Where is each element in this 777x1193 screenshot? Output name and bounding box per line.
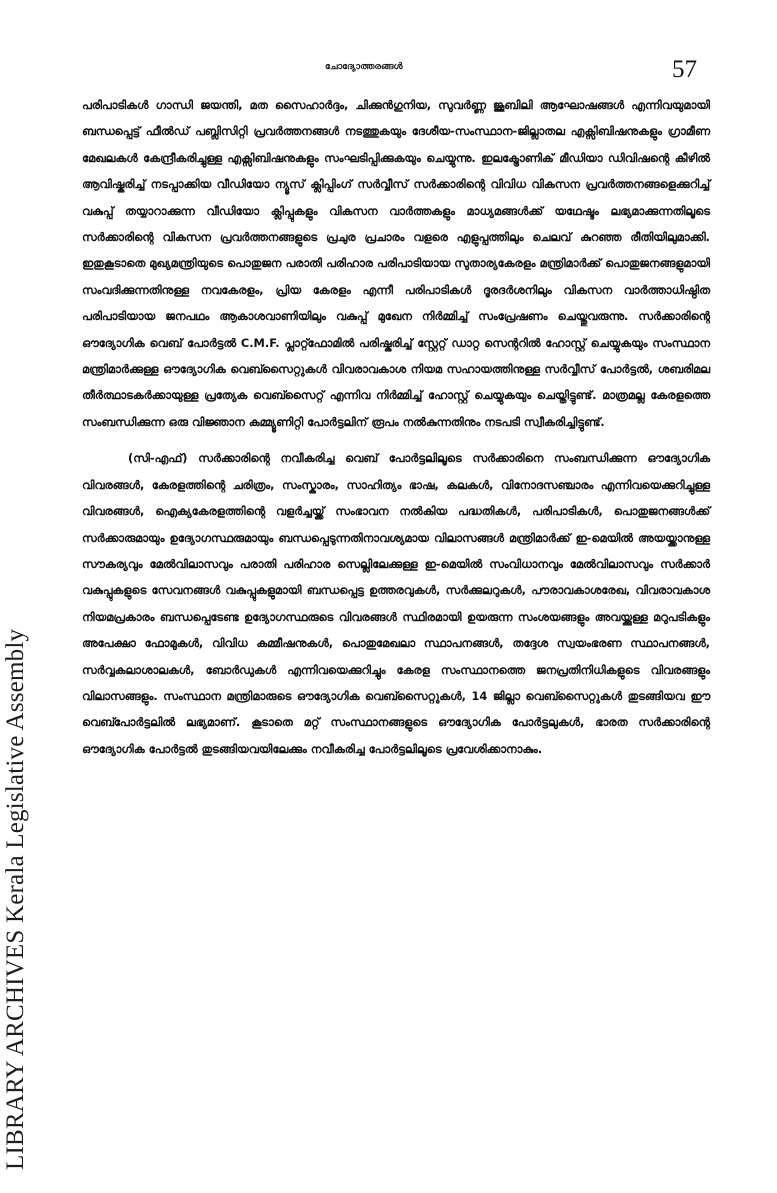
page-number: 57 (672, 56, 697, 83)
body-text (82, 92, 710, 762)
running-header: ചോദ്യോത്തരങ്ങൾ (325, 62, 403, 72)
library-archives-watermark: LIBRARY ARCHIVES Kerala Legislative Assembly (2, 628, 29, 1170)
paragraph-1: പരിപാടികൾ ഗാന്ധി ജയന്തി, മത സൈഹാർദ്ദം, ചിക്കുൻഗുനിയ, സുവർണ്ണ ജൂബിലി ആഘോഷങ്ങൾ എന്നിവയുമായി ബന്ധപ്പെട്ട് ഫീൽഡ് പബ്ലിസിറ്റി പ്രവർത്തനങ്ങൾ നടത്തുകയും ദേശീയ-സംസ്ഥാന-ജില്ലാതല എക്സിബിഷനുകളും ഗ്രാമീണ മേഖലകൾ കേന്ദ്രീകരിച്ചുള്ള എക്സിബിഷനുകളും സംഘടിപ്പിക്കുകയും ചെയ്യുന്നു. ഇലക്ട്രോണിക് മീഡിയാ ഡിവിഷന്റെ കീഴിൽ ആവിഷ്കരിച്ച് നടപ്പാക്കിയ വീഡിയോ ന്യൂസ് ക്ലിപ്പിംഗ് സർവ്വീസ് സർക്കാരിന്റെ വിവിധ വികസന പ്രവർത്തനങ്ങളെക്കുറിച്ച് വകുപ്പ് തയ്യാറാക്കുന്ന വീഡിയോ ക്ലിപ്പുകളും വികസന വാർത്തകളും മാധ്യമങ്ങൾക്ക് യഥേഷ്ടം ലഭ്യമാക്കുന്നതിലൂടെ സർക്കാരിന്റെ വികസന പ്രവർത്തനങ്ങളുടെ പ്രചുര പ്രചാരം വളരെ എളുപ്പത്തിലും ചെലവ് കുറഞ്ഞ രീതിയിലുമാക്കി. ഇതുകൂടാതെ മുഖ്യമന്ത്രിയുടെ പൊതുജന പരാതി പരിഹാര പരിപാടിയായ സുതാര്യകേരളം മന്ത്രിമാർക്ക് പൊതുജനങ്ങളുമായി സംവദിക്കുന്നതിനുള്ള നവകേരളം, പ്രിയ കേരളം എന്നീ പരിപാടികൾ ദൂരദർശനിലും വികസന വാർത്താധിഷ്ഠിത പരിപാടിയായ ജനപഥം ആകാശവാണിയിലും വകുപ്പ് മുഖേന നിർമ്മിച്ച് സംപ്രേഷണം ചെയ്തുവരുന്നു. സർക്കാരിന്റെ ഔദ്യോഗിക വെബ് പോർട്ടൽ C.M.F. പ്ലാറ്റ്ഫോമിൽ പരിഷ്കരിച്ച് സ്റ്റേറ്റ് ഡാറ്റ സെന്ററിൽ ഹോസ്റ്റ് ചെയ്യുകയും സംസ്ഥാന മന്ത്രിമാർക്കുള്ള ഔദ്യോഗിക വെബ്സൈറ്റുകൾ വിവരാവകാശ നിയമ സഹായത്തിനുള്ള സർവ്വീസ് പോർട്ടൽ, ശബരിമല തീർത്ഥാടകർക്കായുള്ള പ്രത്യേക വെബ്സൈറ്റ് എന്നിവ നിർമ്മിച്ച് ഹോസ്റ്റ് ചെയ്യുകയും ചെയ്തിട്ടുണ്ട്. മാത്രമല്ല കേരളത്തെ സംബന്ധിക്കുന്ന ഒരു വിജ്ഞാന കമ്മ്യൂണിറ്റി പോർട്ടലിന് രൂപം നൽകുന്നതിനും നടപടി സ്വീകരിച്ചിട്ടുണ്ട്. (82, 98, 710, 429)
paragraph-2: (സി-എഫ്) സർക്കാരിന്റെ നവീകരിച്ച വെബ് പോർട്ടലിലൂടെ സർക്കാരിനെ സംബന്ധിക്കുന്ന ഔദ്യോഗിക വിവരങ്ങൾ, കേരളത്തിന്റെ ചരിത്രം, സംസ്കാരം, സാഹിത്യം ഭാഷ, കലകൾ, വിനോദസഞ്ചാരം എന്നിവയെക്കുറിച്ചുള്ള വിവരങ്ങൾ, ഐക്യകേരളത്തിന്റെ വളർച്ചയ്ക്ക് സംഭാവന നൽകിയ പദ്ധതികൾ, പരിപാടികൾ, പൊതുജനങ്ങൾക്ക് സർക്കാരുമായും ഉദ്യോഗസ്ഥരുമായും ബന്ധപ്പെടുന്നതിനാവശ്യമായ വിലാസങ്ങൾ മന്ത്രിമാർക്ക് ഇ-മെയിൽ അയയ്ക്കാനുള്ള സൗകര്യവും മേൽവിലാസവും പരാതി പരിഹാര സെല്ലിലേക്കുള്ള ഇ-മെയിൽ സംവിധാനവും മേൽവിലാസവും സർക്കാർ വകുപ്പുകളുടെ സേവനങ്ങൾ വകുപ്പുകളുമായി ബന്ധപ്പെട്ട ഉത്തരവുകൾ, സർക്കുലറുകൾ, പൗരാവകാശരേഖ, വിവരാവകാശ നിയമപ്രകാരം ബന്ധപ്പെടേണ്ട ഉദ്യോഗസ്ഥരുടെ വിവരങ്ങൾ സ്ഥിരമായി ഉയരുന്ന സംശയങ്ങളും അവയ്ക്കുള്ള മറുപടികളും അപേക്ഷാ ഫോമുകൾ, വിവിധ കമ്മീഷനുകൾ, പൊതുമേഖലാ സ്ഥാപനങ്ങൾ, തദ്ദേശ സ്വയംഭരണ സ്ഥാപനങ്ങൾ, സർവ്വകലാശാലകൾ, ബോർഡുകൾ എന്നിവയെക്കുറിച്ചും കേരള സംസ്ഥാനത്തെ ജനപ്രതിനിധികളുടെ വിവരങ്ങളും വിലാസങ്ങളും. സംസ്ഥാന മന്ത്രിമാരുടെ ഔദ്യോഗിക വെബ്സൈറ്റുകൾ, 14 ജില്ലാ വെബ്സൈറ്റുകൾ തുടങ്ങിയവ ഈ വെബ്പോർട്ടലിൽ ലഭ്യമാണ്. കൂടാതെ മറ്റ് സംസ്ഥാനങ്ങളുടെ ഔദ്യോഗിക പോർട്ടലുകൾ, ഭാരത സർക്കാരിന്റെ ഔദ്യോഗിക പോർട്ടൽ തുടങ്ങിയവയിലേക്കും നവീകരിച്ച പോർട്ടലിലൂടെ പ്രവേശിക്കാനാകും. (82, 451, 710, 756)
